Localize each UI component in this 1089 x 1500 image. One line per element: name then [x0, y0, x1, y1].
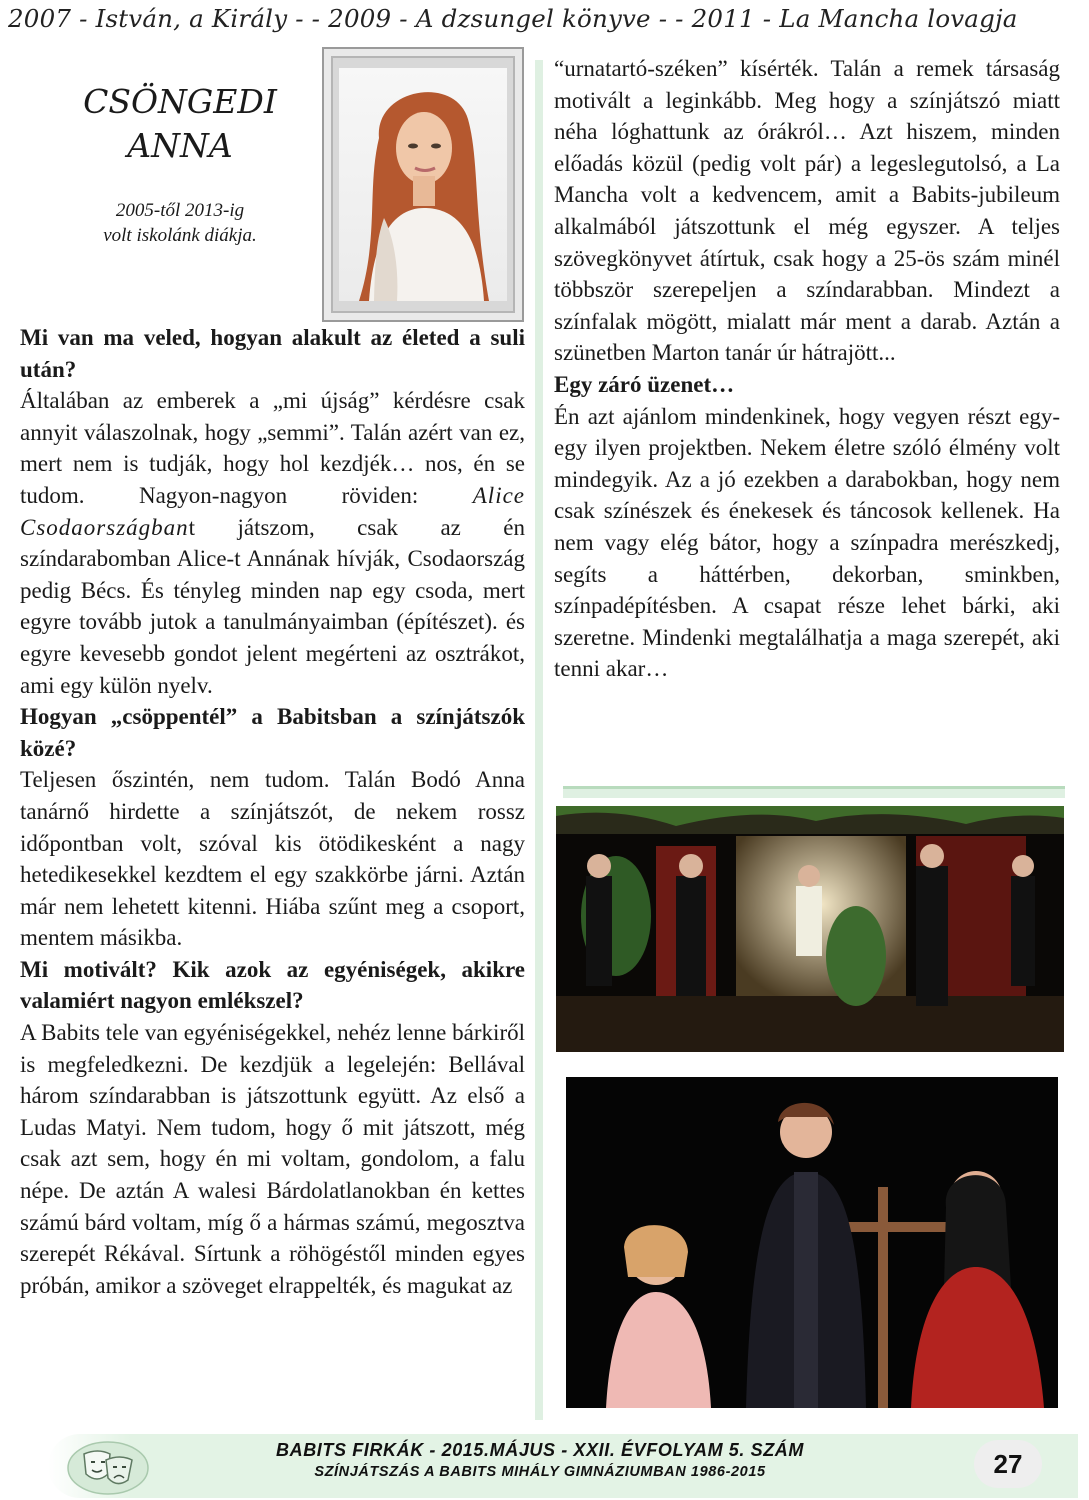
answer-1-part2: t játszom, csak az én színdarabomban Alice-t Annának hívják, Csodaország pedig Bécs. És tényleg minden nap egy csoda, mert egyre tovább jutok a tanulmányaimban (építészet). és egyre kevesebb gondot jelent megérteni az osztrákot, ami egy külön nyelv. [20, 514, 525, 698]
profile-name-line1: CSÖNGEDI [83, 82, 277, 121]
footer-publication-info: BABITS FIRKÁK - 2015.MÁJUS - XXII. ÉVFOLYAM 5. SZÁM [276, 1440, 804, 1460]
answer-3: A Babits tele van egyéniségekkel, nehéz lenne bárkiről is megfeledkezni. De kezdjük a legelején: Bellával három színdarabban is játszottunk együtt. Az első a Ludas Matyi. Nem tudom, hogy ő mit játszott, még csak azt sem, hogy én mi voltam, gondolom, a falu népe. De aztán A walesi Bárdolatlanokban én kettes számú bárd voltam, míg ő a hármas számú, megosztva szerepét Rékával. Sírtunk a röhögéstől minden egyes próbán, amikor a szöveget elrappelték, és magukat az [20, 1020, 525, 1298]
stage-photo-1 [556, 806, 1064, 1052]
portrait-photo [339, 68, 507, 301]
answer-1-part1: Általában az emberek a „mi újság” kérdésre csak annyit válaszolnak, hogy „semmi”. Talán azért van ez, mert nem is tudják, hogy hol kezdjék… nos, én se tudom. Nagyon-nagyon röviden: [20, 388, 525, 508]
question-1: Mi van ma veled, hogyan alakult az életed a suli után? [20, 325, 525, 382]
profile-name [60, 80, 300, 168]
answer-3-continued: “urnatartó-széken” kísérték. Talán a remek társaság motivált a leginkább. Meg hogy a színjátszó miatt néha lóghattunk az órákról… Azt hiszem, minden előadás közül (pedig volt pár) a legeslegutolsó, a La Mancha volt a kedvencem, amit a Babits-jubileum alkalmából játszottunk el még egyszer. A teljes szövegkönyvet átírtuk, csak hogy a 25-ös szám minél többször szerepeljen a színdarabban. Mindezt a színfalak mögött, mialatt már ment a darab. Aztán a szünetben Marton tanár úr hátrajött... [554, 56, 1060, 366]
profile-dates-line2: volt iskolánk diákja. [103, 225, 257, 246]
stage-photo-2 [566, 1077, 1058, 1408]
page-number: 27 [974, 1440, 1042, 1488]
profile-dates-line1: 2005-től 2013-ig [115, 200, 245, 221]
question-4: Egy záró üzenet… [554, 371, 735, 397]
question-2: Hogyan „csöppentél” a Babitsban a színjátszók közé? [20, 704, 525, 761]
page-header-title: 2007 - István, a Király - - 2009 - A dzsungel könyve - - 2011 - La Mancha lovagja [8, 4, 1018, 33]
column-divider [535, 60, 543, 1420]
answer-4: Én azt ajánlom mindenkinek, hogy vegyen részt egy-egy ilyen projektben. Nekem életre szóló élmény volt mindegyik. Az a jó ezekben a darabokban, hogy nem csak színészek és énekesek és táncosok kellenek. Ha nem vagy elég bátor, hogy a színpadra merészkedj, segíts a háttérben, dekorban, sminkben, színpadépítésben. A csapat része lehet bárki, aki szeretne. Mindenki megtalálhatja a maga szerepét, aki tenni akar… [554, 403, 1060, 682]
footer-subtitle: SZÍNJÁTSZÁS A BABITS MIHÁLY GIMNÁZIUMBAN 1986-2015 [314, 1464, 766, 1480]
portrait-photo-frame [322, 47, 524, 322]
article-right-column [554, 53, 1060, 685]
answer-1 [20, 385, 525, 701]
profile-name-line2: ANNA [127, 126, 233, 165]
theatre-masks-logo-icon [66, 1440, 150, 1496]
section-divider [563, 786, 1065, 798]
answer-2: Teljesen őszintén, nem tudom. Talán Bodó Anna tanárnő hirdette a színjátszót, de nekem rossz időpontban volt, szóval kis ötödikesként a nagy hetedikesekkel kezdtem el egy szakkörbe járni. Aztán már nem lehetett kitenni. Hiába szűnt meg a csoport, mentem másikba. [20, 767, 525, 951]
question-3: Mi motivált? Kik azok az egyéniségek, akikre valamiért nagyon emlékszel? [20, 956, 525, 1014]
article-left-column [20, 322, 525, 1301]
profile-dates [60, 198, 300, 248]
answer-1-italic-title: Alice Csodaországban [20, 482, 525, 540]
